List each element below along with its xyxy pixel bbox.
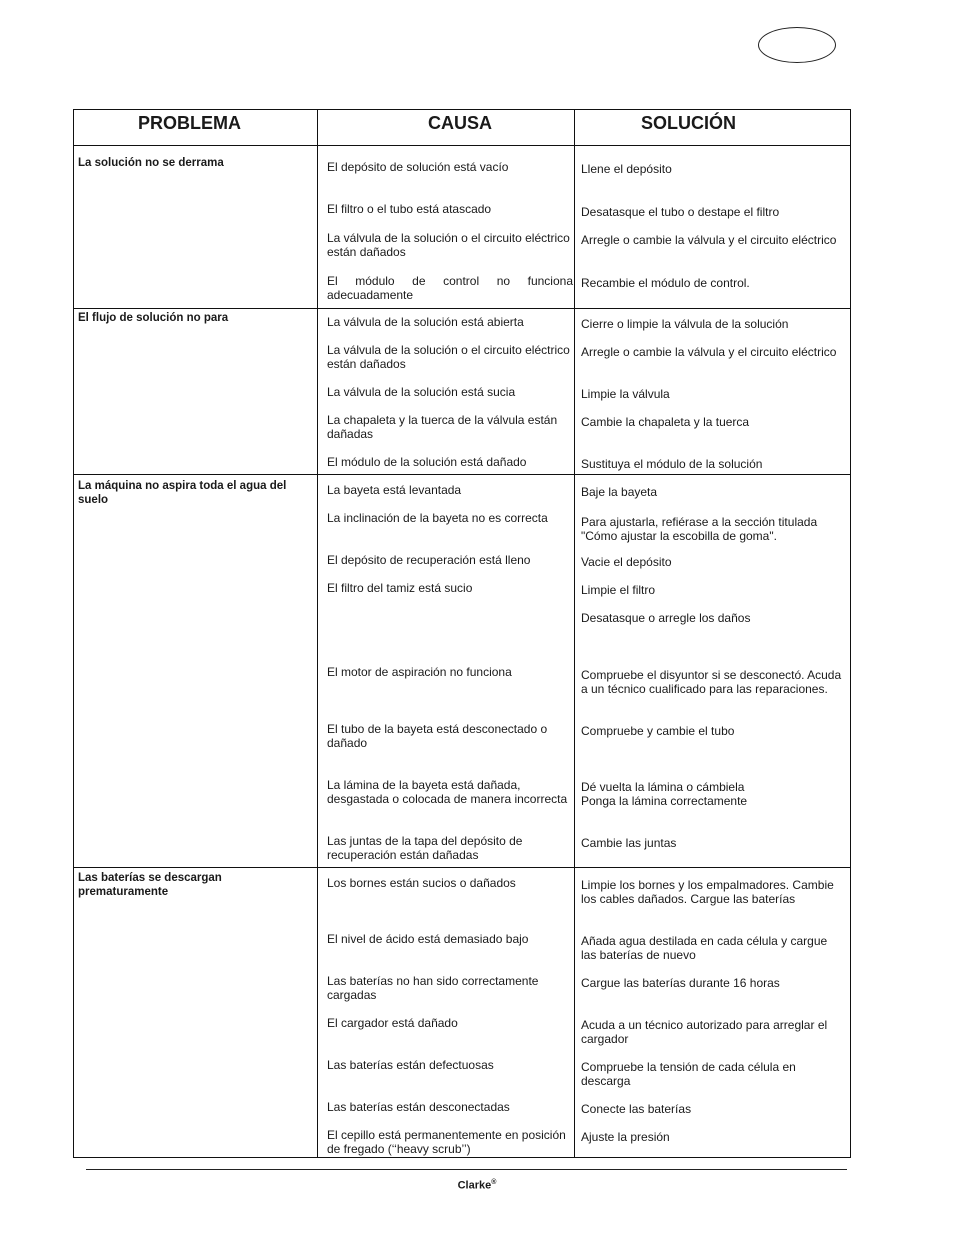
- cause-text: El módulo de la solución está dañado: [327, 455, 527, 469]
- cause-text: El filtro o el tubo está atascado: [327, 202, 492, 216]
- header-problema: PROBLEMA: [138, 113, 241, 133]
- solution-text: Ajuste la presión: [581, 1130, 670, 1144]
- solution-text: Llene el depósito: [581, 162, 672, 176]
- header-divider: [74, 145, 850, 146]
- cause-text: El depósito de recuperación está lleno: [327, 553, 531, 567]
- solution-text: Baje la bayeta: [581, 485, 658, 499]
- cause-text: Las juntas de la tapa del depósito de recuperación están dañadas: [327, 834, 523, 862]
- cause-text: El módulo de control no funciona adecuadamente: [327, 274, 573, 302]
- solution-text: Ponga la lámina correctamente: [581, 794, 748, 808]
- cause-text: El tubo de la bayeta está desconectado o dañado: [327, 722, 548, 750]
- column-divider: [574, 110, 575, 1157]
- row-divider: [74, 474, 850, 475]
- solution-text: Cargue las baterías durante 16 horas: [581, 976, 780, 990]
- row-divider: [74, 308, 850, 309]
- solution-text: Desatasque o arregle los daños: [581, 611, 751, 625]
- cause-text: La bayeta está levantada: [327, 483, 462, 497]
- solution-text: Añada agua destilada en cada célula y cargue las baterías de nuevo: [581, 934, 828, 962]
- problem-cell: Las baterías se descargan prematuramente: [78, 872, 222, 898]
- solution-text: Recambie el módulo de control.: [581, 276, 750, 290]
- page-tab-oval: [758, 27, 836, 63]
- solution-text: Limpie el filtro: [581, 583, 656, 597]
- solution-text: Arregle o cambie la válvula y el circuito eléctrico: [581, 345, 837, 359]
- troubleshooting-table: [73, 109, 851, 1158]
- header-solucion: SOLUCIÓN: [641, 113, 737, 133]
- problem-cell: El flujo de solución no para: [78, 312, 229, 324]
- solution-text: Cierre o limpie la válvula de la solución: [581, 317, 789, 331]
- cause-text: La inclinación de la bayeta no es correcta: [327, 511, 548, 525]
- cause-text: La lámina de la bayeta está dañada, desgastada o colocada de manera incorrecta: [327, 778, 568, 806]
- solution-text: Limpie la válvula: [581, 387, 670, 401]
- solution-text: Conecte las baterías: [581, 1102, 692, 1116]
- solution-text: Arregle o cambie la válvula y el circuito eléctrico: [581, 233, 837, 247]
- cause-text: El motor de aspiración no funciona: [327, 665, 512, 679]
- solution-text: Cambie la chapaleta y la tuerca: [581, 415, 750, 429]
- solution-text: Compruebe el disyuntor si se desconectó. Acuda a un técnico cualificado para las reparaciones.: [581, 668, 842, 696]
- solution-text: Limpie los bornes y los empalmadores. Cambie los cables dañados. Cargue las baterías: [581, 878, 834, 906]
- cause-text: La válvula de la solución o el circuito eléctrico están dañados: [327, 231, 570, 259]
- footer-rule: [86, 1169, 847, 1170]
- brand-name: Clarke: [457, 1179, 492, 1192]
- problem-cell: La solución no se derrama: [78, 157, 224, 169]
- cause-text: La chapaleta y la tuerca de la válvula están dañadas: [327, 413, 558, 441]
- solution-text: Compruebe y cambie el tubo: [581, 724, 735, 738]
- cause-text: El filtro del tamiz está sucio: [327, 581, 473, 595]
- cause-text: La válvula de la solución o el circuito eléctrico están dañados: [327, 343, 570, 371]
- solution-text: Compruebe la tensión de cada célula en descarga: [581, 1060, 796, 1088]
- solution-text: Cambie las juntas: [581, 836, 677, 850]
- row-divider: [74, 867, 850, 868]
- solution-text: Para ajustarla, refiérase a la sección titulada "Cómo ajustar la escobilla de goma".: [581, 515, 818, 543]
- cause-text: Las baterías no han sido correctamente cargadas: [327, 974, 539, 1002]
- cause-text: El cargador está dañado: [327, 1016, 458, 1030]
- cause-text: El nivel de ácido está demasiado bajo: [327, 932, 529, 946]
- registered-mark: ®: [491, 1179, 497, 1186]
- solution-text: Acuda a un técnico autorizado para arreglar el cargador: [581, 1018, 828, 1046]
- cause-text: Las baterías están desconectadas: [327, 1100, 510, 1114]
- solution-text: Desatasque el tubo o destape el filtro: [581, 205, 780, 219]
- cause-text: La válvula de la solución está abierta: [327, 315, 524, 329]
- solution-text: Dé vuelta la lámina o cámbiela: [581, 780, 745, 794]
- solution-text: Vacie el depósito: [581, 555, 672, 569]
- cause-text: Las baterías están defectuosas: [327, 1058, 494, 1072]
- cause-text: La válvula de la solución está sucia: [327, 385, 516, 399]
- header-causa: CAUSA: [428, 113, 493, 133]
- solution-text: Sustituya el módulo de la solución: [581, 457, 763, 471]
- column-divider: [317, 110, 318, 1157]
- cause-text: Los bornes están sucios o dañados: [327, 876, 516, 890]
- footer-brand: [0, 1179, 954, 1192]
- cause-text: El depósito de solución está vacío: [327, 160, 509, 174]
- cause-text: El cepillo está permanentemente en posición de fregado (‘‘heavy scrub’’): [327, 1128, 566, 1156]
- problem-cell: La máquina no aspira toda el agua del suelo: [78, 480, 287, 506]
